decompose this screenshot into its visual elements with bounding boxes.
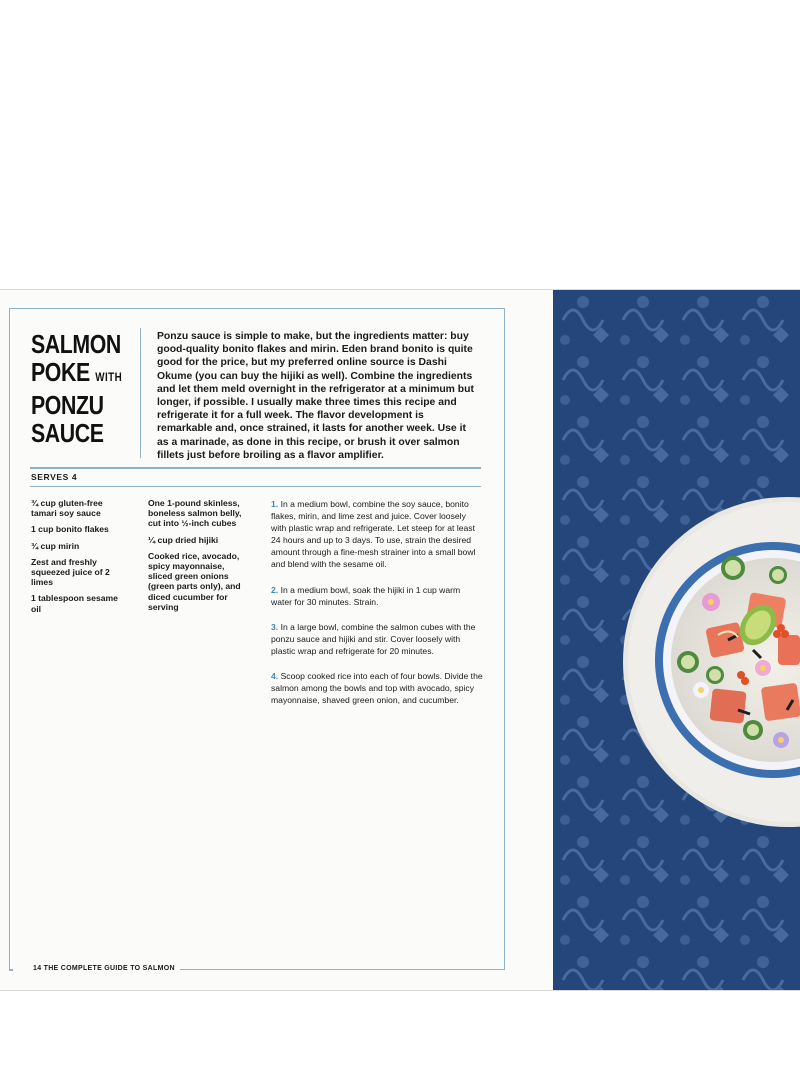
recipe-intro: Ponzu sauce is simple to make, but the ingredients matter: buy good-quality bonito flakes and mirin. Eden brand bonito is quite good for the price, but my preferred online source is Dashi Okume (you can buy the hijiki as well). Combine the ingredients and let them meld overnight in the refrigerator at a minimum but longer, if possible. I usually make three times this recipe and refrigerate it for a full week. The flavor development is remarkable and, once strained, it lasts for another week. Use it as a marinade, as done in this recipe, or brush it over salmon fillets just before broiling as a flavor amplifier. (157, 331, 474, 461)
step-number: 4. (271, 671, 279, 682)
photo-illustration (553, 290, 800, 990)
title-line-2 (31, 358, 142, 391)
step-number: 3. (271, 621, 279, 632)
step-number: 2. (271, 584, 279, 595)
title-line-1: SALMON (31, 329, 121, 359)
page-footer: 14 THE COMPLETE GUIDE TO SALMON (13, 965, 180, 972)
title-line-3: PONZU (31, 390, 104, 420)
step-text: In a medium bowl, soak the hijiki in 1 cup warm water for 30 minutes. Strain. (271, 584, 461, 607)
ingredient: 1 cup bonito flakes (31, 524, 109, 535)
title-with: WITH (95, 370, 123, 384)
recipe-title (31, 330, 142, 447)
title-poke: POKE (31, 357, 90, 387)
left-page (0, 290, 553, 990)
title-divider (140, 328, 141, 458)
ingredient: 1 tablespoon sesame oil (31, 593, 118, 614)
ingredient: Cooked rice, avocado, spicy mayonnaise, sliced green onions (green parts only), and diced cucumber for serving (148, 550, 241, 612)
ingredient: One 1-pound skinless, boneless salmon belly, cut into ½-inch cubes (148, 498, 242, 529)
serves-rule-bottom (30, 486, 481, 487)
ingredients-column-1 (31, 498, 127, 620)
step-text: In a medium bowl, combine the soy sauce, bonito flakes, mirin, and lime zest and juice. Cover loosely with plastic wrap and refrigerate. Let steep for at least 24 hours and up to 3 days. To use, strain the desired amount through a fine-mesh strainer into a small bowl and blend with the sesame oil. (271, 499, 476, 570)
method-steps (271, 498, 483, 719)
step (271, 498, 483, 571)
salmon-cube (709, 688, 746, 723)
ingredient: ¾ cup mirin (31, 540, 80, 551)
ingredient: ¼ cup dried hijiki (148, 534, 219, 545)
step-number: 1. (271, 499, 279, 509)
title-line-4: SAUCE (31, 418, 104, 448)
step-text: Scoop cooked rice into each of four bowls. Divide the salmon among the bowls and top with avocado, spicy mayonnaise, shaved green onion, and cucumber. (271, 671, 483, 706)
book-spread (0, 289, 800, 991)
step (271, 621, 483, 657)
step-text: In a large bowl, combine the salmon cubes with the ponzu sauce and hijiki and stir. Cover loosely with plastic wrap and refrigerate for 20 minutes. (271, 621, 476, 656)
salmon-cube (761, 683, 800, 722)
step (271, 670, 483, 706)
ingredient: Zest and freshly squeezed juice of 2 limes (31, 556, 110, 588)
serves-rule-top (30, 467, 481, 469)
step (271, 584, 483, 608)
ingredients-column-2 (148, 498, 244, 618)
serves-label: SERVES 4 (31, 472, 78, 482)
ingredient: ¾ cup gluten-free tamari soy sauce (31, 498, 103, 519)
poke-bowl-photo (553, 290, 800, 990)
